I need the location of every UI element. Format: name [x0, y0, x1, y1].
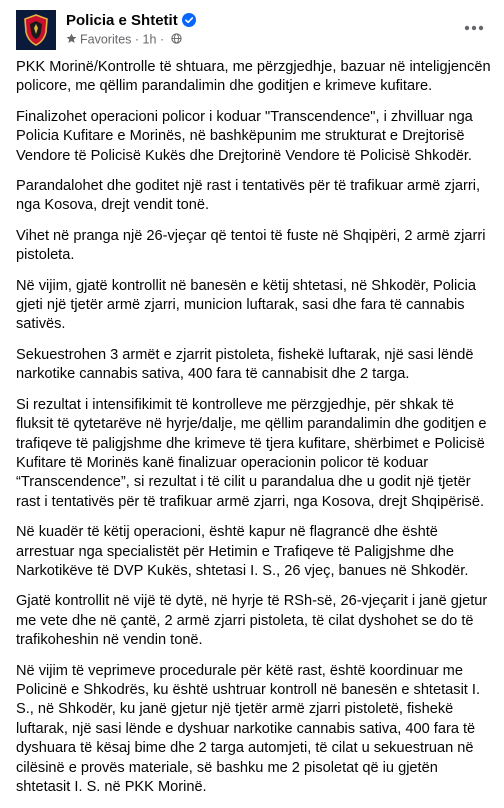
meta-separator: ·: [134, 32, 140, 47]
post-paragraph-1: PKK Morinë/Kontrolle të shtuara, me përzgjedhje, bazuar në inteligjencën policore, me qëllim parandalimin dhe goditjen e krimeve kufitare.: [16, 59, 491, 95]
post-paragraph-10: Në vijim të veprimeve procedurale për këtë rast, është koordinuar me Policinë e Shkodrës, ku është ushtruar kontroll në banesën e shtetasit I. S., në Shkodër, ku janë gjetur një tjetër armë zjarri pistoletë, fishekë luftarak, një sasi lënde e dyshuar narkotike cannabis sativa, 400 fara të dyshuara të kësaj bime dhe 2 targa automjeti, të cilat u sekuestruan në cilësinë e provës materiale, së bashku me 2 pisoletat që iu gjetën shtetasit I. S. në PKK Morinë.: [16, 662, 481, 795]
page-name-text[interactable]: Policia e Shtetit: [66, 12, 178, 29]
post-body: [16, 58, 492, 808]
globe-icon[interactable]: [171, 33, 182, 44]
police-badge-icon: [16, 10, 56, 50]
post-paragraph-9: Gjatë kontrollit në vijë të dytë, në hyrje të RSh-së, 26-vjeçarit i janë gjetur me vete dhe në çantë, 2 armë zjarri pistoleta, të cilat dyshohet se do të trafikoheshin në vendin tonë.: [16, 593, 488, 649]
audience-label[interactable]: Favorites: [80, 32, 132, 47]
star-icon: [66, 33, 77, 44]
post-paragraph-6: Sekuestrohen 3 armët e zjarrit pistoleta, fishekë luftarak, një sasi lëndë narkotike cannabis sativa, 400 fara të cannabisit dhe 2 targa.: [16, 346, 474, 383]
post-paragraph-3: Parandalohet dhe goditet një rast i tentativës për të trafikuar armë zjarri, nga Kosova, drejt vendit tonë.: [16, 178, 480, 214]
post-meta: [66, 32, 182, 47]
post-paragraph-2: Finalizohet operacioni policor i koduar "Transcendence", i zhvilluar nga Policia Kufitare e Morinës, në bashkëpunim me strukturat e Drejtorisë Vendore të Policisë Kukës dhe Drejtorinë Vendore të Policisë Shkodër.: [16, 108, 473, 164]
page-avatar[interactable]: [16, 10, 56, 50]
verified-icon: [182, 13, 196, 27]
post-paragraph-5: Në vijim, gjatë kontrollit në banesën e këtij shtetasi, në Shkodër, Policia gjeti një tjetër armë zjarri, municion luftarak, sasi dhe fara të cannabis sativës.: [16, 277, 476, 333]
post-header: [16, 10, 488, 50]
post-paragraph-4: Vihet në pranga një 26-vjeçar që tentoi të fuste në Shqipëri, 2 armë zjarri pistoleta.: [16, 227, 486, 264]
more-options-icon: [464, 25, 484, 31]
more-options-button[interactable]: [460, 14, 488, 42]
post-time[interactable]: 1h: [142, 32, 157, 47]
post-paragraph-7: Si rezultat i intensifikimit të kontrolleve me përzgjedhje, për shkak të fluksit të qytetarëve në hyrje/dalje, me qëllim parandalimin dhe goditjen e trafiqeve të paligjshme dhe krimeve të tjera kufitare, shërbimet e Policisë Kufitare të Morinës kanë finalizuar operacionin policor të koduar “Transcendence”, si rezultat i të cilit u parandalua dhe u godit një tjetër rast i tentativës për të trafikuar armë zjarri, nga Kosova, drejt Shqipërisë.: [16, 396, 487, 510]
post-paragraph-8: Në kuadër të këtij operacioni, është kapur në flagrancë dhe është arrestuar nga specialistët për Hetimin e Trafiqeve të Paligjshme dhe Narkotikëve të DVP Kukës, shtetasi I. S., 26 vjeç, banues në Shkodër.: [16, 524, 469, 579]
page-name[interactable]: [66, 12, 196, 29]
meta-separator-2: ·: [159, 32, 165, 47]
